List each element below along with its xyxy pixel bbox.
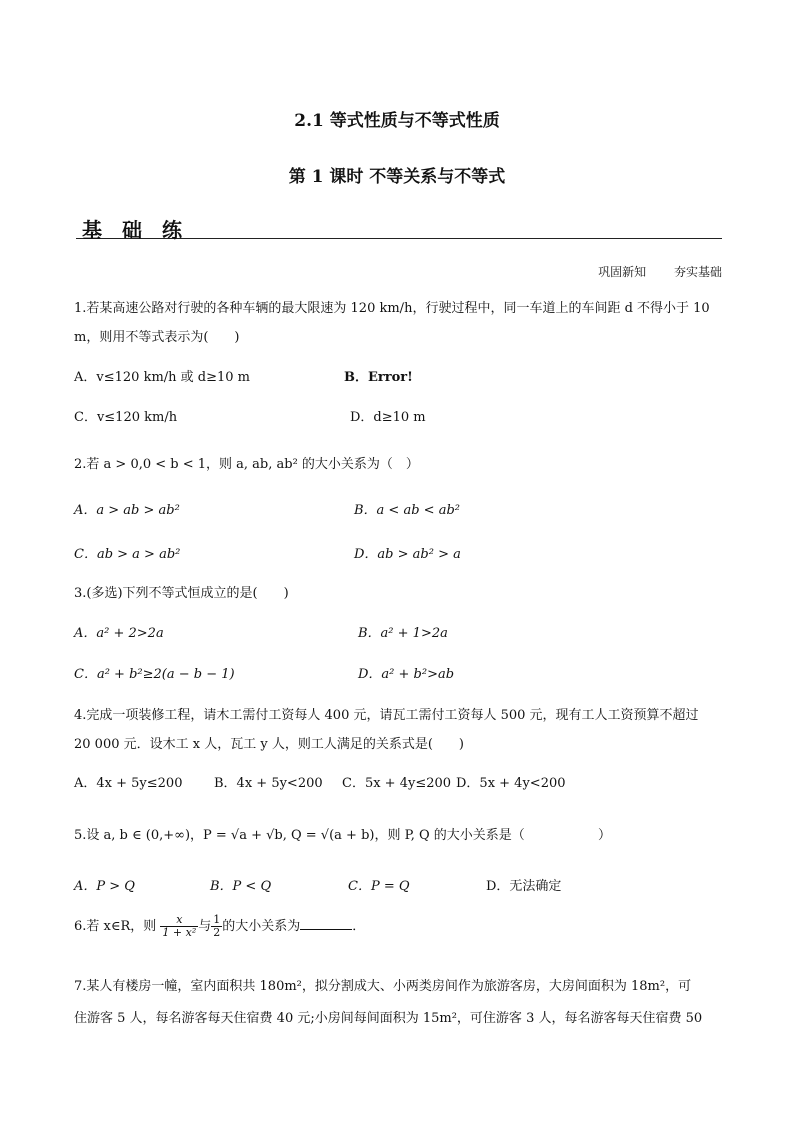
q1-option-d: D．d≥10 m <box>350 410 426 425</box>
tag-consolidate: 巩固新知 <box>598 265 647 279</box>
q4-option-c: C．5x + 4y≤200 <box>342 776 452 791</box>
q6-answer-blank <box>300 917 352 930</box>
q1-stem-line2: m，则用不等式表示为( ) <box>74 330 240 345</box>
section-header <box>76 212 722 242</box>
q6-post: 的大小关系为 <box>222 919 301 934</box>
q4-stem-line2: 20 000 元．设木工 x 人，瓦工 y 人，则工人满足的关系式是( ) <box>74 737 464 752</box>
q1-stem-line1: 1.若某高速公路对行驶的各种车辆的最大限速为 120 km/h，行驶过程中，同一车道上的车间距 d 不得小于 10 <box>74 301 710 316</box>
q6-frac1-den: 1 + x² <box>162 926 197 939</box>
q5-stem: 5.设 a, b ∈ (0,+∞)，P = √a + √b, Q = √(a + b)，则 P, Q 的大小关系是（ <box>74 828 525 843</box>
q1-option-b: B．Error! <box>344 370 413 385</box>
q3-option-c: C．a² + b²≥2(a − b − 1) <box>74 667 235 682</box>
q5-option-a: A．P > Q <box>74 879 135 894</box>
q2-stem: 2.若 a > 0,0 < b < 1，则 a, ab, ab² 的大小关系为（ ） <box>74 457 419 472</box>
section-heading: 基础练 <box>82 218 202 242</box>
q6-mid: 与 <box>198 919 212 934</box>
q7-stem-line1: 7.某人有楼房一幢，室内面积共 180m²，拟分割成大、小两类房间作为旅游客房，大房间面积为 18m²，可 <box>74 979 692 994</box>
q6-frac2-num: 1 <box>213 913 221 926</box>
q6-fraction-one-half <box>211 914 222 939</box>
q2-option-d: D．ab > ab² > a <box>354 547 461 562</box>
q6-frac2-den: 2 <box>213 926 221 939</box>
lesson-subtitle: 第 1 课时 不等关系与不等式 <box>288 167 506 187</box>
section-tagline <box>574 263 722 280</box>
page-title: 2.1 等式性质与不等式性质 <box>294 111 500 131</box>
q1-option-c: C．v≤120 km/h <box>74 410 178 425</box>
q3-stem: 3.(多选)下列不等式恒成立的是( ) <box>74 586 289 601</box>
q3-option-d: D．a² + b²>ab <box>358 667 455 682</box>
q2-option-b: B．a < ab < ab² <box>354 503 460 518</box>
q6-fraction-x-over-1-plus-x-squared <box>160 914 198 939</box>
q6-frac1-num: x <box>160 914 198 927</box>
q5-option-c: C．P = Q <box>348 879 410 894</box>
q3-option-b: B．a² + 1>2a <box>358 626 448 641</box>
q2-option-a: A．a > ab > ab² <box>74 503 180 518</box>
q5-option-d: D．无法确定 <box>486 879 562 894</box>
q5-option-b: B．P < Q <box>210 879 272 894</box>
q5-stem-close: ） <box>598 828 612 843</box>
q1-option-a: A．v≤120 km/h 或 d≥10 m <box>74 370 251 385</box>
q4-option-b: B．4x + 5y<200 <box>214 776 323 791</box>
q6-end: ． <box>352 919 366 934</box>
q4-stem-line1: 4.完成一项装修工程，请木工需付工资每人 400 元，请瓦工需付工资每人 500 元，现有工人工资预算不超过 <box>74 708 699 723</box>
q2-option-c: C．ab > a > ab² <box>74 547 181 562</box>
q3-option-a: A．a² + 2>2a <box>74 626 164 641</box>
q6-stem <box>74 914 365 939</box>
q7-stem-line2: 住游客 5 人，每名游客每天住宿费 40 元;小房间每间面积为 15m²，可住游客 3 人，每名游客每天住宿费 50 <box>74 1011 703 1026</box>
tag-foundation: 夯实基础 <box>673 265 722 279</box>
q6-pre: 6.若 x∈R，则 <box>74 919 157 934</box>
q4-option-a: A．4x + 5y≤200 <box>74 776 183 791</box>
q4-option-d: D．5x + 4y<200 <box>456 776 566 791</box>
